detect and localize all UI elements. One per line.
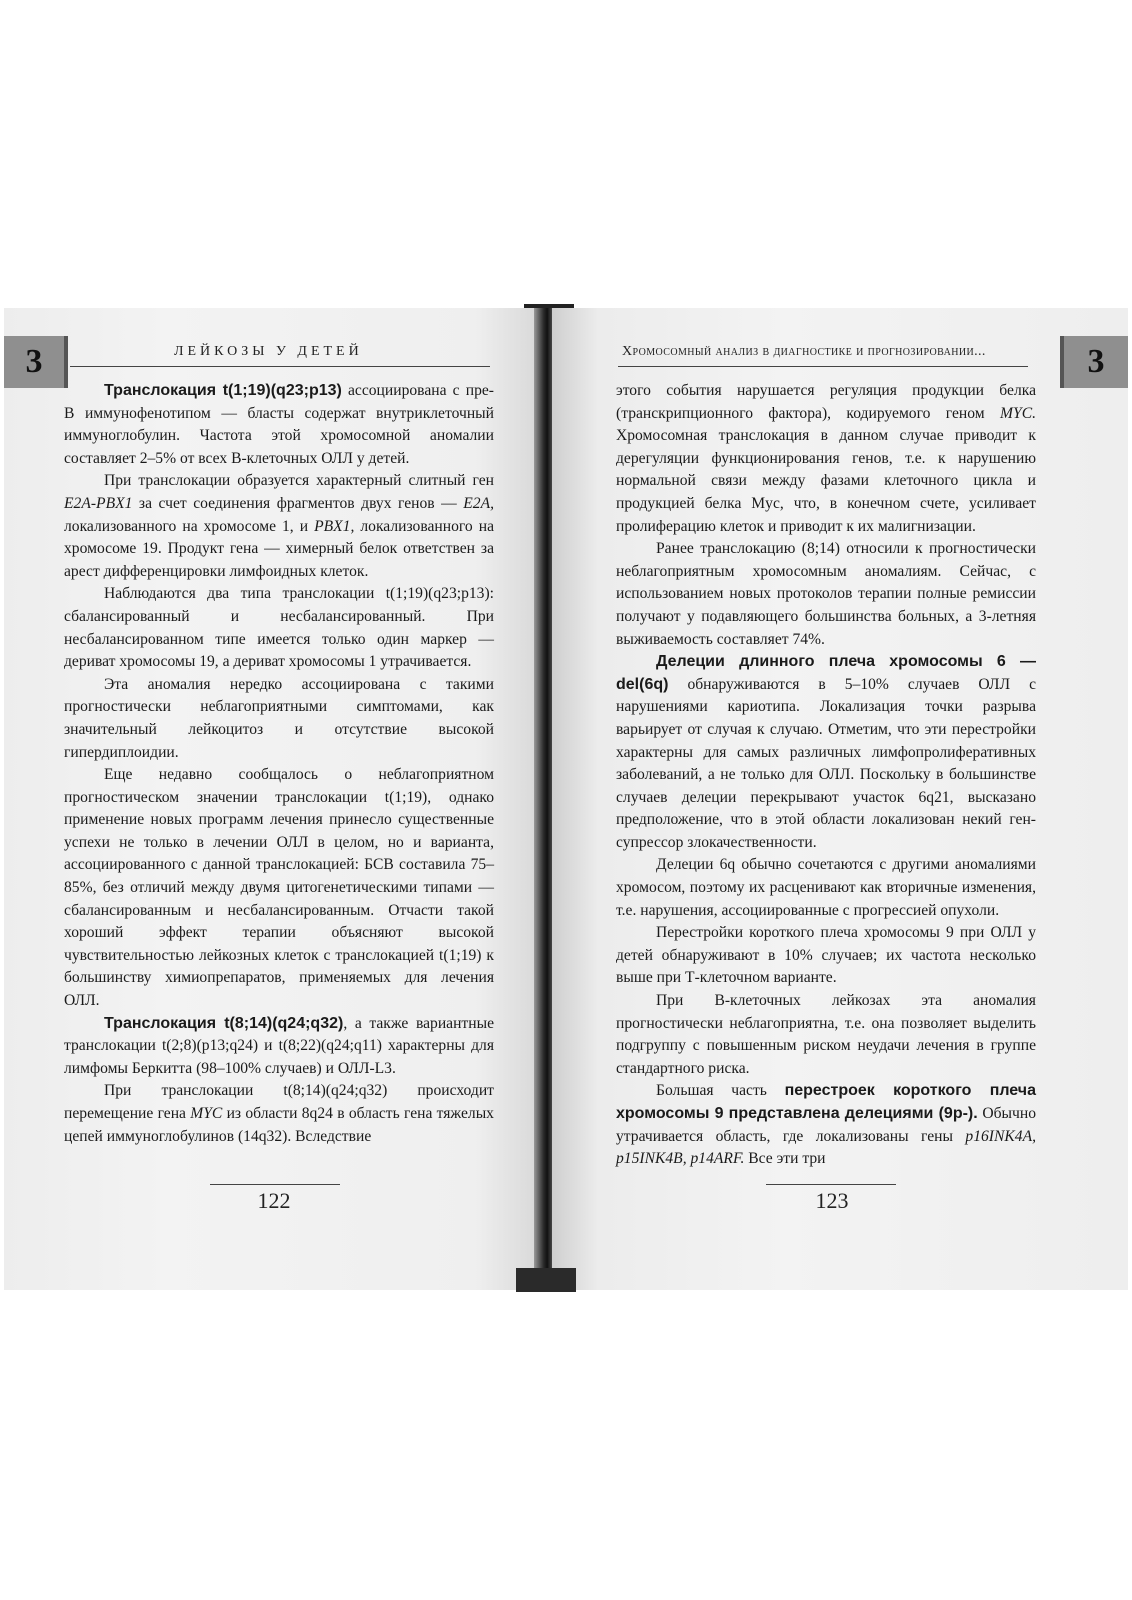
paragraph — [64, 470, 494, 583]
bold-lead: перестроек короткого плеча хромосомы 9 представлена делециями (9p-). — [616, 1082, 1036, 1122]
left-text-column — [64, 380, 494, 1148]
text: локализованного на хромосоме 19. Продукт гена — химерный белок ответствен за арест дифференцировки лимфоидных клеток. — [64, 517, 494, 580]
chapter-tab-right: 3 — [1060, 336, 1128, 388]
right-page — [552, 308, 1128, 1290]
gutter-shadow-bottom — [516, 1268, 576, 1292]
paragraph — [616, 380, 1036, 538]
text: Все эти три — [744, 1150, 826, 1168]
bold-lead: Транслокация t(8;14)(q24;q32) — [104, 1014, 344, 1032]
bold-lead: Делеции длинного плеча хромосомы 6 — del(6q) — [616, 653, 1036, 693]
text: Обычно утрачивается область, где локализованы гены — [616, 1105, 1037, 1145]
folio-rule-left — [210, 1184, 340, 1185]
gene-name: MYC — [190, 1105, 223, 1122]
head-rule-left — [70, 366, 490, 367]
text: Хромосомная транслокация в данном случае приводит к дерегуляции функционирования генов, т.е. к нарушению нормальной связи между фазами клеточного цикла и продукцией белка Myc, что, в конечном счете, усиливает пролиферацию клеток и приводит к их малигнизации. — [616, 427, 1036, 535]
right-text-column — [616, 380, 1036, 1171]
paragraph: Наблюдаются два типа транслокации t(1;19)(q23;p13): сбалансированный и несбалансированный. При несбалансированном типе имеется только один маркер — дериват хромосомы 19, а дериват хромосомы 1 утрачивается. — [64, 585, 494, 671]
gene-name: E2A-PBX1 — [64, 494, 133, 512]
paragraph — [64, 1080, 494, 1148]
gene-name: PBX1, — [314, 517, 355, 535]
text: этого события нарушается регуляция продукции белка (транскрипционного фактора), кодируемого геном — [616, 382, 1036, 422]
paragraph — [616, 651, 1036, 854]
text: из области 8q24 в область гена тяжелых цепей иммуноглобулинов (14q32). Вследствие — [64, 1105, 494, 1145]
paragraph: Делеции 6q обычно сочетаются с другими аномалиями хромосом, поэтому их расценивают как вторичные изменения, т.е. нарушения, ассоциированные с прогрессией опухоли. — [616, 856, 1036, 919]
paragraph: Эта аномалия нередко ассоциирована с такими прогностически неблагоприятными симптомами, как значительный лейкоцитоз и отсутствие высокой гипердиплоидии. — [64, 675, 494, 761]
running-head-left: ЛЕЙКОЗЫ У ДЕТЕЙ — [174, 344, 363, 359]
text: Большая часть — [656, 1082, 785, 1100]
paragraph — [616, 1080, 1036, 1170]
gene-name: MYC. — [1000, 404, 1036, 422]
text: При транслокации образуется характерный слитный ген — [104, 472, 494, 490]
running-head-right: Хромосомный анализ в диагностике и прогнозировании... — [622, 344, 986, 359]
chapter-tab-left: 3 — [4, 336, 68, 388]
text: При транслокации t(8;14)(q24;q32) происходит перемещение гена — [64, 1082, 494, 1122]
left-page — [4, 308, 540, 1290]
book-spread — [4, 308, 1128, 1290]
head-rule-right — [618, 366, 1028, 367]
gene-name: E2A, — [463, 494, 494, 512]
paragraph: Еще недавно сообщалось о неблагоприятном прогностическом значении транслокации t(1;19), однако применение новых программ лечения принесло существенные успехи не только в лечении ОЛЛ в целом, но и варианта, ассоциированного с данной транслокацией: БСВ составила 75–85%, без отличий между двумя цитогенетическими типами — сбалансированным и несбалансированным. Отчасти такой хороший эффект терапии объясняют высокой чувствительностью лейкозных клеток с транслокацией t(1;19) к большинству химиопрепаратов, применяемых для лечения ОЛЛ. — [64, 766, 494, 1010]
paragraph: Перестройки короткого плеча хромосомы 9 при ОЛЛ у детей обнаруживают в 10% случаев; их частота несколько выше при Т-клеточном варианте. — [616, 924, 1036, 987]
paragraph — [64, 380, 494, 470]
paragraph-text: ассоциирована с пре-В иммунофенотипом — бласты содержат внутриклеточный иммуноглобулин. Частота этой хромосомной аномалии составляет 2–5% от всех В-клеточных ОЛЛ у детей. — [64, 382, 494, 467]
paragraph: При В-клеточных лейкозах эта аномалия прогностически неблагоприятна, т.е. она позволяет выделить подгруппу с повышенным риском неудачи лечения в группе стандартного риска. — [616, 992, 1036, 1077]
text: локализованного на хромосоме 1, и — [64, 517, 315, 535]
paragraph — [64, 1013, 494, 1081]
paragraph: Ранее транслокацию (8;14) относили к прогностически неблагоприятным хромосомным аномалиям. Сейчас, с использованием новых протоколов терапии полные ремиссии получают у подавляющего большинства больных, а 3-летняя выживаемость составляет 74%. — [616, 540, 1036, 648]
gene-name: p16INK4A, p15INK4B, p14ARF. — [616, 1127, 1036, 1168]
page-number-right: 123 — [815, 1188, 849, 1213]
paragraph-text: обнаруживаются в 5–10% случаев ОЛЛ с нарушениями кариотипа. Локализация точки разрыва варьирует от случая к случаю. Отметим, что эти перестройки характерны для самых различных лимфопролиферативных заболеваний, а не только для ОЛЛ. Поскольку в большинстве случаев делеции перекрывают участок 6q21, высказано предположение, что в этой области локализован некий ген-супрессор злокачественности. — [616, 675, 1036, 851]
paragraph-text: , а также вариантные транслокации t(2;8)(p13;q24) и t(8;22)(q24;q11) характерны для лимфомы Беркитта (98–100% случаев) и ОЛЛ-L3. — [64, 1014, 494, 1077]
folio-rule-right — [766, 1184, 896, 1185]
text: за счет соединения фрагментов двух генов — — [132, 494, 464, 512]
page-number-left: 122 — [257, 1188, 291, 1213]
bold-lead: Транслокация t(1;19)(q23;p13) — [104, 382, 342, 399]
